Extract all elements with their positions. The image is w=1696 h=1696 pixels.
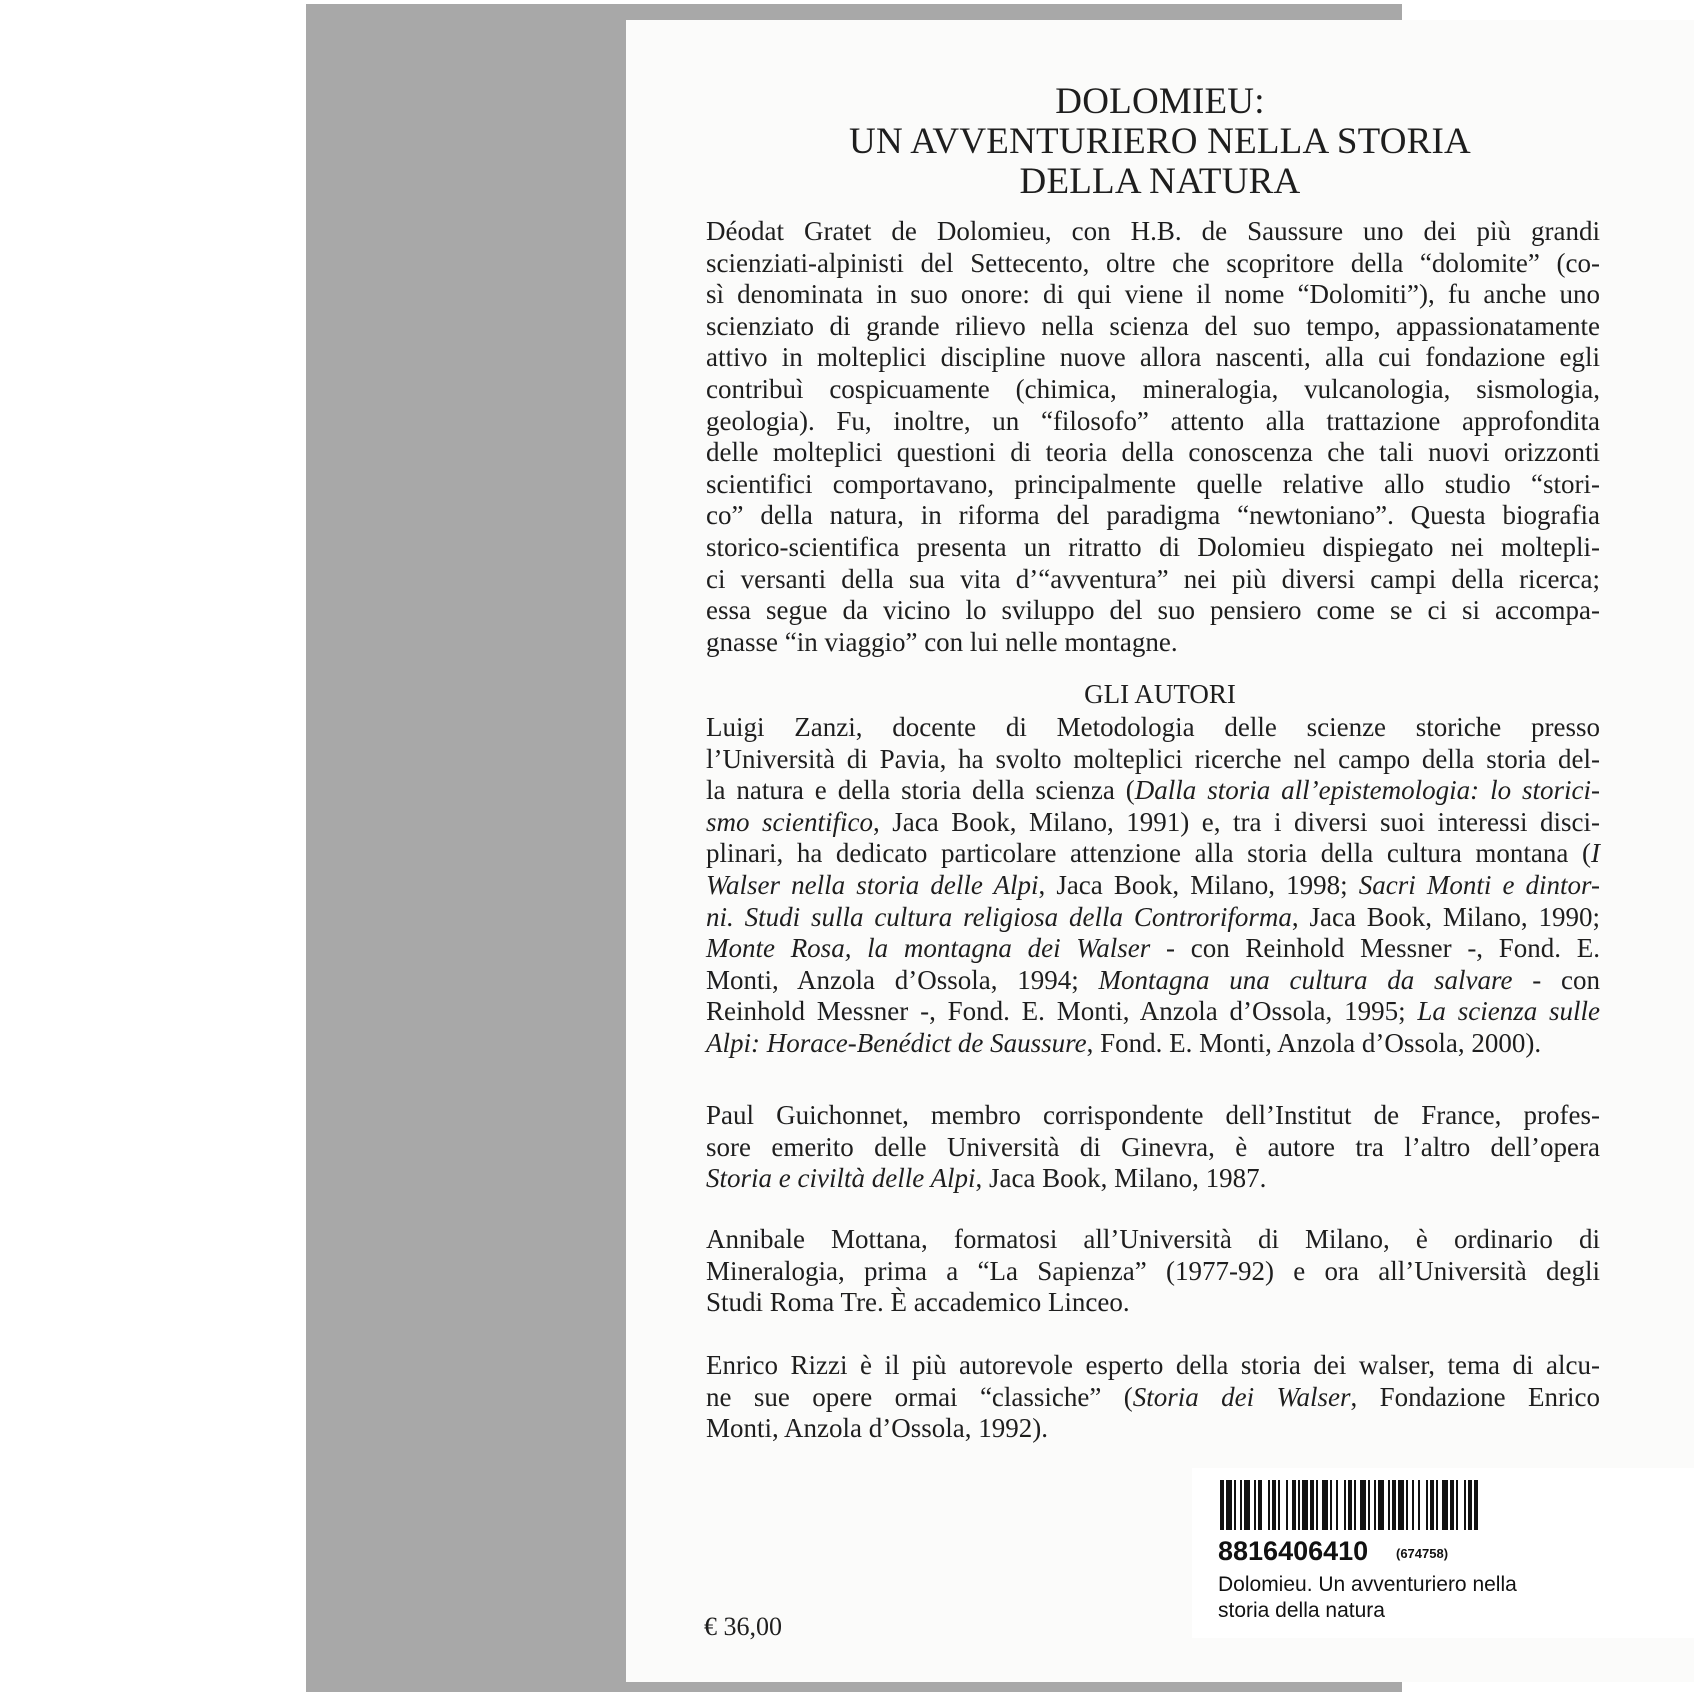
mottana-paragraph — [706, 1224, 1600, 1319]
description-line: scientifici comportavano, principalmente quelle relative allo studio “stori- — [706, 468, 1600, 499]
description-line: attivo in molteplici discipline nuove allora nascenti, alla cui fondazione egli — [706, 342, 1600, 373]
barcode-bar — [1468, 1480, 1472, 1530]
title-line-1: DOLOMIEU: — [1055, 81, 1265, 122]
barcode-bar — [1272, 1480, 1276, 1530]
barcode-bar — [1392, 1480, 1396, 1530]
barcode-bar — [1426, 1480, 1428, 1530]
barcode-bar — [1398, 1480, 1404, 1530]
description-line: essa segue da vicino lo sviluppo del suo pensiero come se ci si accompa- — [706, 595, 1600, 626]
bio-line: l’Università di Pavia, ha svolto molteplici ricerche nel campo della storia del- — [706, 743, 1600, 774]
barcode-bar — [1226, 1480, 1232, 1530]
title-line-3: DELLA NATURA — [1019, 161, 1301, 202]
barcode-bar — [1336, 1480, 1338, 1530]
barcode-bar — [1258, 1480, 1262, 1530]
barcode-code: (674758) — [1396, 1546, 1449, 1561]
bio-line: ni. Studi sulla cultura religiosa della Controriforma, Jaca Book, Milano, 1990; — [706, 901, 1601, 932]
barcode-bar — [1302, 1480, 1308, 1530]
bio-line: Paul Guichonnet, membro corrispondente dell’Institut de France, profes- — [706, 1100, 1600, 1130]
bio-line: Monti, Anzola d’Ossola, 1994; Montagna una cultura da salvare - con — [706, 964, 1601, 995]
barcode-bar — [1360, 1480, 1366, 1530]
bio-line: Walser nella storia delle Alpi, Jaca Book, Milano, 1998; Sacri Monti e dintor- — [706, 869, 1601, 900]
book-back-cover — [306, 4, 1601, 1692]
bio-line: Reinhold Messner -, Fond. E. Monti, Anzola d’Ossola, 1995; La scienza sulle — [706, 996, 1600, 1027]
barcode-bar — [1286, 1480, 1288, 1530]
barcode-icon — [1220, 1480, 1650, 1530]
barcode-bar — [1450, 1480, 1454, 1530]
zanzi-paragraph — [706, 712, 1600, 1060]
barcode-bar — [1456, 1480, 1458, 1530]
barcode-title-line: storia della natura — [1218, 1599, 1385, 1622]
barcode-number: 8816406410 — [1218, 1536, 1369, 1566]
book-title — [626, 82, 1694, 202]
barcode-bar — [1378, 1480, 1384, 1530]
bio-line: smo scientifico, Jaca Book, Milano, 1991) e, tra i diversi suoi interessi disci- — [706, 806, 1600, 837]
barcode-bar — [1430, 1480, 1434, 1530]
barcode-bar — [1220, 1480, 1224, 1530]
barcode-bar — [1322, 1480, 1328, 1530]
bio-line: Mineralogia, prima a “La Sapienza” (1977-92) e ora all’Università degli — [706, 1255, 1600, 1286]
description-line: contribuì cospicuamente (chimica, mineralogia, vulcanologia, sismologia, — [706, 373, 1600, 404]
bio-line: Monte Rosa, la montagna dei Walser - con Reinhold Messner -, Fond. E. — [706, 933, 1600, 964]
bio-line: Storia e civiltà delle Alpi, Jaca Book, Milano, 1987. — [706, 1163, 1267, 1194]
barcode-title — [1218, 1572, 1517, 1624]
barcode-bar — [1316, 1480, 1318, 1530]
barcode-title-line: Dolomieu. Un avventuriero nella — [1218, 1573, 1517, 1596]
description-line: scienziati-alpinisti del Settecento, oltre che scopritore della “dolomite” (co- — [706, 247, 1600, 278]
bio-line: ne sue opere ormai “classiche” (Storia dei Walser, Fondazione Enrico — [706, 1381, 1600, 1412]
barcode-bar — [1442, 1480, 1448, 1530]
description-line: delle molteplici questioni di teoria della conoscenza che tali nuovi orizzonti — [706, 437, 1600, 468]
description-line: gnasse “in viaggio” con lui nelle montagne. — [706, 626, 1178, 657]
bio-line: Luigi Zanzi, docente di Metodologia delle scienze storiche presso — [706, 712, 1600, 742]
barcode-bar — [1374, 1480, 1376, 1530]
barcode-bar — [1344, 1480, 1346, 1530]
barcode-bar — [1254, 1480, 1256, 1530]
description-line: scienziato di grande rilievo nella scienza del suo tempo, appassionatamente — [706, 310, 1600, 341]
cover-page — [626, 20, 1694, 1682]
barcode-bar — [1240, 1480, 1242, 1530]
description-line: co” della natura, in riforma del paradigma “newtoniano”. Questa biografia — [706, 500, 1600, 531]
title-line-2: UN AVVENTURIERO NELLA STORIA — [849, 121, 1471, 162]
barcode-bar — [1234, 1480, 1236, 1530]
authors-heading: GLI AUTORI — [1084, 679, 1236, 709]
barcode-bar — [1464, 1480, 1466, 1530]
rizzi-paragraph — [706, 1350, 1600, 1445]
barcode-bar — [1418, 1480, 1420, 1530]
barcode-bar — [1436, 1480, 1438, 1530]
barcode-bar — [1474, 1480, 1478, 1530]
description-paragraph — [706, 216, 1600, 658]
description-line: storico-scientifica presenta un ritratto di Dolomieu dispiegato nei moltepli- — [706, 531, 1600, 562]
barcode-bar — [1310, 1480, 1314, 1530]
price: € 36,00 — [704, 1612, 782, 1641]
barcode-bar — [1348, 1480, 1352, 1530]
bio-line: sore emerito delle Università di Ginevra, è autore tra l’altro dell’opera — [706, 1131, 1600, 1162]
barcode-bar — [1368, 1480, 1370, 1530]
barcode-bar — [1278, 1480, 1280, 1530]
description-line: ci versanti della sua vita d’“avventura” nei più diversi campi della ricerca; — [706, 563, 1600, 594]
barcode-bar — [1244, 1480, 1250, 1530]
barcode-bar — [1298, 1480, 1300, 1530]
barcode-bar — [1330, 1480, 1332, 1530]
bio-line: Studi Roma Tre. È accademico Linceo. — [706, 1287, 1130, 1318]
barcode-sticker — [1192, 1468, 1694, 1638]
barcode-bar — [1354, 1480, 1356, 1530]
barcode-bar — [1388, 1480, 1390, 1530]
bio-line: Alpi: Horace-Benédict de Saussure, Fond. E. Monti, Anzola d’Ossola, 2000). — [706, 1027, 1542, 1058]
bio-line: Enrico Rizzi è il più autorevole esperto della storia dei walser, tema di alcu- — [706, 1350, 1600, 1380]
bio-line: Monti, Anzola d’Ossola, 1992). — [706, 1413, 1048, 1444]
barcode-bar — [1406, 1480, 1408, 1530]
description-line: geologia). Fu, inoltre, un “filosofo” attento alla trattazione approfondita — [706, 405, 1600, 436]
description-line: Déodat Gratet de Dolomieu, con H.B. de Saussure uno dei più grandi — [706, 216, 1600, 246]
bio-line: la natura e della storia della scienza (Dalla storia all’epistemologia: lo storici- — [706, 775, 1600, 806]
bio-line: plinari, ha dedicato particolare attenzione alla storia della cultura montana (I — [706, 838, 1600, 869]
bio-line: Annibale Mottana, formatosi all’Università di Milano, è ordinario di — [706, 1224, 1600, 1254]
barcode-bar — [1412, 1480, 1414, 1530]
guichonnet-paragraph — [706, 1100, 1600, 1195]
barcode-bar — [1292, 1480, 1296, 1530]
description-line: sì denominata in suo onore: di qui viene il nome “Dolomiti”), fu anche uno — [706, 279, 1600, 310]
barcode-bar — [1268, 1480, 1270, 1530]
